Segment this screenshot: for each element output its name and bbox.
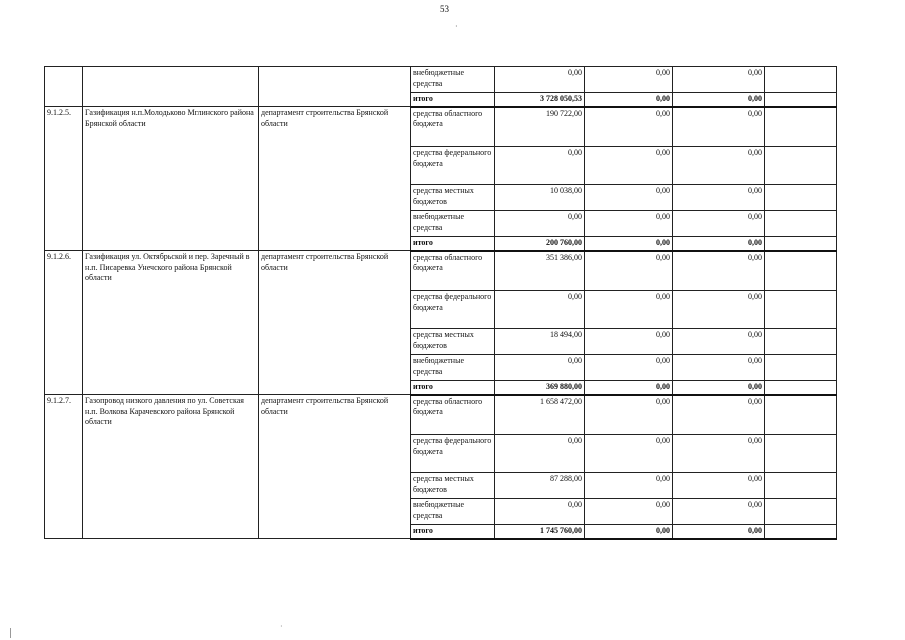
- scan-edge-mark: [10, 628, 11, 638]
- value-cell: 0,00: [673, 329, 765, 355]
- value-cell: 1 745 760,00: [495, 525, 585, 539]
- empty-cell: [765, 435, 837, 473]
- source-cell: средства местных бюджетов: [411, 473, 495, 499]
- source-cell: средства местных бюджетов: [411, 329, 495, 355]
- value-cell: 0,00: [585, 93, 673, 107]
- value-cell: 0,00: [585, 355, 673, 381]
- source-cell: итого: [411, 525, 495, 539]
- executor-cell: департамент строительства Брянской области: [259, 107, 411, 251]
- table-row: [45, 107, 837, 147]
- value-cell: 0,00: [673, 291, 765, 329]
- value-cell: 0,00: [585, 185, 673, 211]
- value-cell: 0,00: [585, 525, 673, 539]
- code-cell: 9.1.2.7.: [45, 395, 83, 539]
- empty-cell: [765, 93, 837, 107]
- empty-cell: [765, 67, 837, 93]
- source-cell: итого: [411, 237, 495, 251]
- empty-cell: [765, 473, 837, 499]
- empty-cell: [765, 395, 837, 435]
- value-cell: 18 494,00: [495, 329, 585, 355]
- page-number: 53: [440, 4, 449, 14]
- value-cell: 0,00: [673, 525, 765, 539]
- value-cell: 10 038,00: [495, 185, 585, 211]
- code-cell: 9.1.2.6.: [45, 251, 83, 395]
- scan-dot: ·: [455, 22, 458, 31]
- value-cell: 0,00: [585, 329, 673, 355]
- value-cell: 0,00: [585, 211, 673, 237]
- name-cell: Газопровод низкого давления по ул. Советская н.п. Волкова Карачевского района Брянской области: [83, 395, 259, 539]
- source-cell: средства областного бюджета: [411, 251, 495, 291]
- source-cell: средства федерального бюджета: [411, 147, 495, 185]
- source-cell: средства областного бюджета: [411, 395, 495, 435]
- value-cell: 0,00: [673, 185, 765, 211]
- executor-cell: [259, 67, 411, 107]
- value-cell: 0,00: [495, 67, 585, 93]
- value-cell: 0,00: [673, 67, 765, 93]
- source-cell: внебюджетные средства: [411, 355, 495, 381]
- empty-cell: [765, 147, 837, 185]
- value-cell: 0,00: [495, 499, 585, 525]
- empty-cell: [765, 237, 837, 251]
- value-cell: 0,00: [673, 251, 765, 291]
- value-cell: 0,00: [585, 381, 673, 395]
- empty-cell: [765, 329, 837, 355]
- empty-cell: [765, 499, 837, 525]
- budget-table: [44, 66, 837, 540]
- empty-cell: [765, 381, 837, 395]
- value-cell: 0,00: [673, 499, 765, 525]
- value-cell: 0,00: [673, 211, 765, 237]
- source-cell: итого: [411, 381, 495, 395]
- value-cell: 3 728 050,53: [495, 93, 585, 107]
- source-cell: средства федерального бюджета: [411, 291, 495, 329]
- source-cell: средства местных бюджетов: [411, 185, 495, 211]
- source-cell: внебюджетные средства: [411, 499, 495, 525]
- value-cell: 0,00: [495, 211, 585, 237]
- value-cell: 351 386,00: [495, 251, 585, 291]
- source-cell: итого: [411, 93, 495, 107]
- empty-cell: [765, 291, 837, 329]
- table-row: [45, 395, 837, 435]
- value-cell: 0,00: [585, 107, 673, 147]
- empty-cell: [765, 525, 837, 539]
- name-cell: Газификация ул. Октябрьской и пер. Заречный в н.п. Писаревка Унечского района Брянской области: [83, 251, 259, 395]
- value-cell: 0,00: [673, 237, 765, 251]
- value-cell: 0,00: [585, 251, 673, 291]
- name-cell: Газификация н.п.Молодьково Мглинского района Брянской области: [83, 107, 259, 251]
- value-cell: 0,00: [495, 147, 585, 185]
- value-cell: 0,00: [673, 381, 765, 395]
- value-cell: 0,00: [585, 435, 673, 473]
- value-cell: 0,00: [673, 93, 765, 107]
- value-cell: 0,00: [585, 473, 673, 499]
- name-cell: [83, 67, 259, 107]
- empty-cell: [765, 355, 837, 381]
- empty-cell: [765, 251, 837, 291]
- empty-cell: [765, 211, 837, 237]
- scan-dot-bottom: ·: [280, 622, 283, 631]
- value-cell: 0,00: [673, 395, 765, 435]
- value-cell: 369 880,00: [495, 381, 585, 395]
- executor-cell: департамент строительства Брянской области: [259, 395, 411, 539]
- value-cell: 0,00: [495, 355, 585, 381]
- table-row: [45, 67, 837, 93]
- value-cell: 0,00: [495, 291, 585, 329]
- value-cell: 0,00: [673, 107, 765, 147]
- executor-cell: департамент строительства Брянской области: [259, 251, 411, 395]
- value-cell: 190 722,00: [495, 107, 585, 147]
- value-cell: 0,00: [673, 435, 765, 473]
- value-cell: 200 760,00: [495, 237, 585, 251]
- value-cell: 0,00: [585, 67, 673, 93]
- empty-cell: [765, 185, 837, 211]
- value-cell: 0,00: [673, 473, 765, 499]
- source-cell: средства федерального бюджета: [411, 435, 495, 473]
- source-cell: внебюджетные средства: [411, 211, 495, 237]
- value-cell: 0,00: [495, 435, 585, 473]
- value-cell: 0,00: [585, 291, 673, 329]
- value-cell: 0,00: [585, 237, 673, 251]
- source-cell: средства областного бюджета: [411, 107, 495, 147]
- value-cell: 0,00: [585, 147, 673, 185]
- value-cell: 0,00: [585, 395, 673, 435]
- empty-cell: [765, 107, 837, 147]
- code-cell: [45, 67, 83, 107]
- value-cell: 0,00: [585, 499, 673, 525]
- value-cell: 0,00: [673, 355, 765, 381]
- source-cell: внебюджетные средства: [411, 67, 495, 93]
- code-cell: 9.1.2.5.: [45, 107, 83, 251]
- value-cell: 0,00: [673, 147, 765, 185]
- value-cell: 1 658 472,00: [495, 395, 585, 435]
- value-cell: 87 288,00: [495, 473, 585, 499]
- table-row: [45, 251, 837, 291]
